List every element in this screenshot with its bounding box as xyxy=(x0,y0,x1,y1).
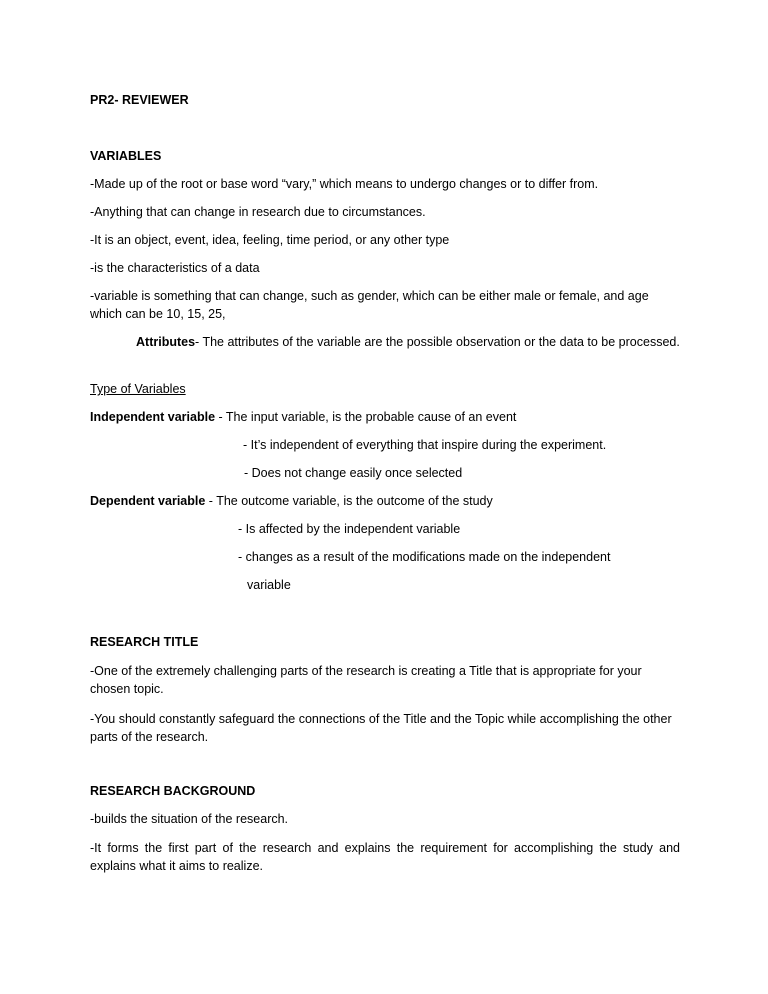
dependent-point: - Is affected by the independent variable xyxy=(238,522,461,536)
variables-line: -Made up of the root or base word “vary,” which means to undergo changes or to differ from. xyxy=(90,177,599,191)
variables-line: -variable is something that can change, such as gender, which can be either male or female, and age which can be 10, 15, 25, xyxy=(90,289,649,321)
variables-heading: VARIABLES xyxy=(90,149,162,163)
dependent-point: - changes as a result of the modifications made on the independent xyxy=(238,550,611,564)
research-background-heading: RESEARCH BACKGROUND xyxy=(90,784,256,798)
variables-line: -Anything that can change in research due to circumstances. xyxy=(90,205,426,219)
independent-point: - It’s independent of everything that inspire during the experiment. xyxy=(243,438,607,452)
attributes-term: Attributes xyxy=(136,335,196,349)
research-title-heading: RESEARCH TITLE xyxy=(90,635,199,649)
research-title-line: -One of the extremely challenging parts of the research is creating a Title that is appropriate for your chosen topic. xyxy=(90,664,642,696)
types-heading: Type of Variables xyxy=(90,382,186,396)
dependent-variable-definition: Dependent variable - The outcome variable, is the outcome of the study xyxy=(90,494,493,508)
independent-point: - Does not change easily once selected xyxy=(244,466,463,480)
dependent-point: variable xyxy=(247,578,291,592)
variables-line: -It is an object, event, idea, feeling, time period, or any other type xyxy=(90,233,450,247)
variables-line: -is the characteristics of a data xyxy=(90,261,260,275)
independent-variable-term: Independent variable xyxy=(90,410,216,424)
attributes-text: - The attributes of the variable are the possible observation or the data to be processed. xyxy=(195,335,680,349)
document-title: PR2- REVIEWER xyxy=(90,93,189,107)
research-background-line: -It forms the first part of the research and explains the requirement for accomplishing the study and explains what it aims to realize. xyxy=(90,841,680,873)
research-background-line: -builds the situation of the research. xyxy=(90,812,289,826)
research-title-line: -You should constantly safeguard the connections of the Title and the Topic while accomplishing the other parts of the research. xyxy=(90,712,672,744)
attributes-paragraph xyxy=(90,333,680,351)
independent-variable-definition: Independent variable - The input variable, is the probable cause of an event xyxy=(90,410,517,424)
dependent-variable-term: Dependent variable xyxy=(90,494,206,508)
